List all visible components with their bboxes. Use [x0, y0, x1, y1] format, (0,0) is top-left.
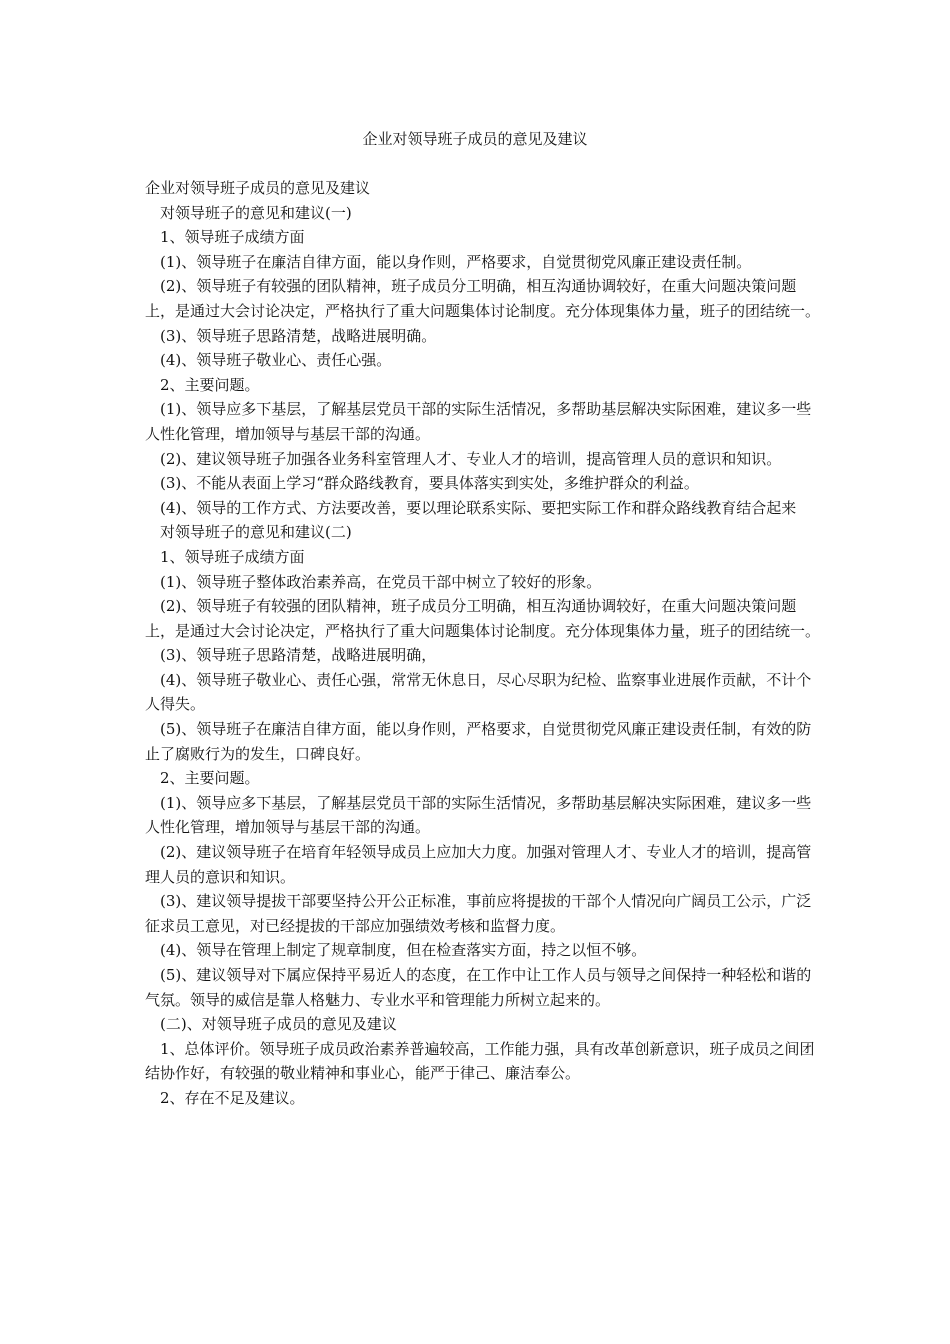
paragraph: (二)、对领导班子成员的意见及建议 [160, 1015, 397, 1034]
paragraph: (2)、领导班子有较强的团队精神，班子成员分工明确，相互沟通协调较好，在重大问题决策问题上，是通过大会讨论决定，严格执行了重大问题集体讨论制度。充分体现集体力量，班子的团结统一。 [145, 597, 821, 640]
paragraph: 对领导班子的意见和建议(一) [160, 203, 352, 222]
paragraph: (4)、领导班子敬业心、责任心强。 [160, 351, 392, 370]
paragraph: 1、领导班子成绩方面 [160, 547, 305, 566]
paragraph: (1)、领导应多下基层，了解基层党员干部的实际生活情况，多帮助基层解决实际困难，建议多一些人性化管理，增加领导与基层干部的沟通。 [145, 793, 812, 837]
document-body [145, 176, 820, 1111]
paragraph: (4)、领导在管理上制定了规章制度，但在检查落实方面，持之以恒不够。 [160, 941, 647, 960]
paragraph: (2)、领导班子有较强的团队精神，班子成员分工明确，相互沟通协调较好，在重大问题决策问题上，是通过大会讨论决定，严格执行了重大问题集体讨论制度。充分体现集体力量，班子的团结统一。 [145, 277, 821, 320]
paragraph: (4)、领导班子敬业心、责任心强，常常无休息日，尽心尽职为纪检、监察事业进展作贡献，不计个人得失。 [145, 670, 812, 714]
paragraph: (2)、建议领导班子加强各业务科室管理人才、专业人才的培训，提高管理人员的意识和知识。 [160, 449, 782, 468]
paragraph: (4)、领导的工作方式、方法要改善，要以理论联系实际、要把实际工作和群众路线教育结合起来 [160, 498, 797, 517]
paragraph: (3)、不能从表面上学习“群众路线教育，要具体落实到实处，多维护群众的利益。 [160, 474, 699, 493]
paragraph: (1)、领导班子在廉洁自律方面，能以身作则，严格要求，自觉贯彻党风廉正建设责任制。 [160, 252, 752, 271]
paragraph: 企业对领导班子成员的意见及建议 [145, 179, 371, 197]
paragraph: (1)、领导班子整体政治素养高，在党员干部中树立了较好的形象。 [160, 572, 602, 591]
paragraph: 2、主要问题。 [160, 769, 260, 788]
paragraph: (3)、领导班子思路清楚，战略进展明确， [160, 646, 437, 665]
document-title: 企业对领导班子成员的意见及建议 [362, 130, 588, 148]
paragraph: (5)、建议领导对下属应保持平易近人的态度，在工作中让工作人员与领导之间保持一种轻松和谐的气氛。领导的威信是靠人格魅力、专业水平和管理能力所树立起来的。 [145, 966, 812, 1009]
paragraph: (2)、建议领导班子在培育年轻领导成员上应加大力度。加强对管理人才、专业人才的培训，提高管理人员的意识和知识。 [145, 843, 812, 886]
paragraph: 对领导班子的意见和建议(二) [160, 523, 352, 542]
paragraph: 2、存在不足及建议。 [160, 1088, 305, 1107]
paragraph: 1、领导班子成绩方面 [160, 228, 305, 247]
paragraph: (5)、领导班子在廉洁自律方面，能以身作则，严格要求，自觉贯彻党风廉正建设责任制，有效的防止了腐败行为的发生，口碑良好。 [145, 720, 812, 763]
paragraph: 2、主要问题。 [160, 375, 260, 394]
paragraph: (3)、领导班子思路清楚，战略进展明确。 [160, 326, 437, 345]
paragraph: 1、总体评价。领导班子成员政治素养普遍较高，工作能力强，具有改革创新意识，班子成员之间团结协作好，有较强的敬业精神和事业心，能严于律己、廉洁奉公。 [145, 1039, 815, 1083]
paragraph: (1)、领导应多下基层，了解基层党员干部的实际生活情况，多帮助基层解决实际困难，建议多一些人性化管理，增加领导与基层干部的沟通。 [145, 400, 812, 443]
paragraph: (3)、建议领导提拔干部要坚持公开公正标准，事前应将提拔的干部个人情况向广阔员工公示，广泛征求员工意见，对已经提拔的干部应加强绩效考核和监督力度。 [145, 892, 812, 935]
